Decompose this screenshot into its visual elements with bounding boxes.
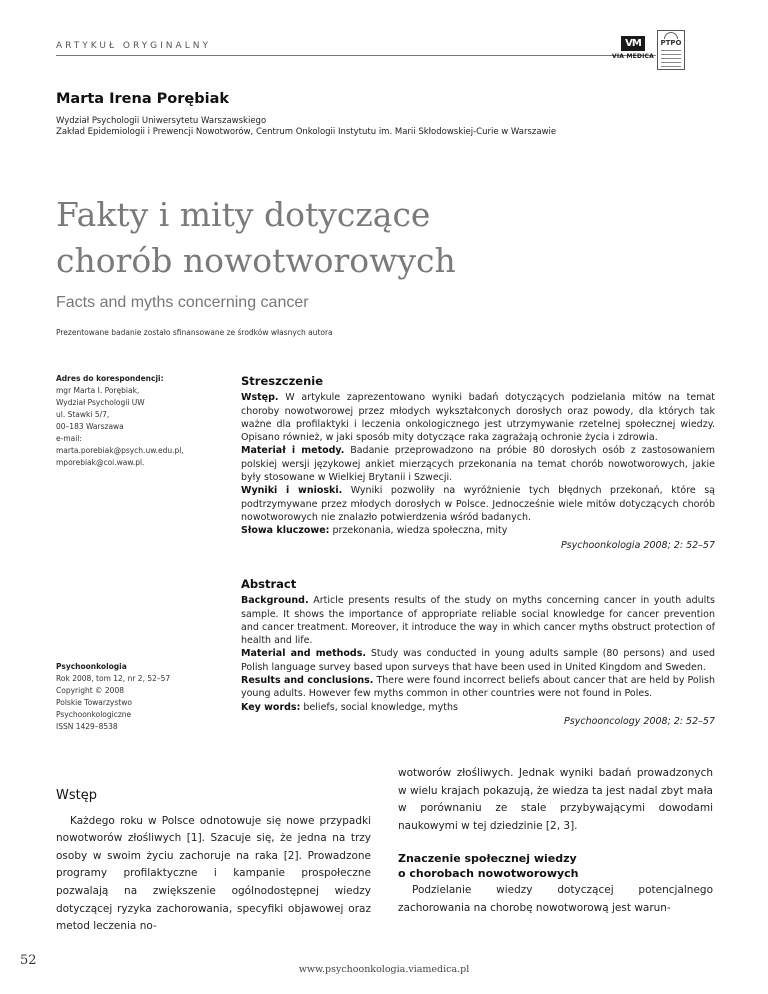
section-heading: Wstęp (56, 788, 97, 803)
abstract-label: Wstęp. (241, 392, 279, 404)
abstract-polish-heading: Streszczenie (241, 374, 324, 388)
body-paragraph: wotworów złośliwych. Jednak wyniki badań prowadzonych w wielu krajach pokazują, że wiedza ta jest nadal zbyt mała w porównaniu ze stale przybywającymi dowodami naukowymi w tej dziedzinie [2, 3]. (398, 767, 713, 832)
article-title-line-2: chorób nowotworowych (56, 241, 456, 280)
via-medica-logo-text: VIA MEDICA (612, 53, 654, 60)
correspondence-block (56, 373, 231, 469)
correspondence-line: Wydział Psychologii UW (56, 398, 145, 407)
journal-info-line: Psychoonkologiczne (56, 710, 132, 719)
email-link[interactable]: marta.porebiak@psych.uw.edu.pl, (56, 446, 184, 455)
body-paragraph: Każdego roku w Polsce odnotowuje się nowe przypadki nowotworów złośliwych [1]. Szacuje się, że jedna na trzy osoby w swoim życiu zachoruje na raka [2]. Prowadzone programy profilaktyczne i kampanie prospołeczne pozwalają na zwiększenie ogólnodostępnej wiedzy dotyczącej ryzyka zachorowania, specyfiki objawowej oraz metod leczenia no- (56, 814, 371, 933)
ptpo-logo (657, 30, 685, 70)
abstract-label: Material and methods. (241, 648, 366, 660)
correspondence-line: 00–183 Warszawa (56, 422, 124, 431)
article-title-line-1: Fakty i mity dotyczące (56, 195, 431, 234)
subsection-heading (398, 851, 713, 881)
page-number: 52 (20, 953, 37, 968)
article-title-english: Facts and myths concerning cancer (56, 294, 309, 311)
abstract-text: W artykule zaprezentowano wyniki badań dotyczących podzielania mitów na temat choroby nowotworowej przez młodych wykształconych dorosłych oraz powody, dla których tak ważne dla profilaktyki i leczenia onkologicznego jest utrzymywanie rzetelnej społecznej wiedzy. Opisano również, w jaki sposób mity dotyczące raka zagrażają ochronie życia i zdrowia. (241, 392, 715, 444)
journal-info-block (56, 661, 231, 733)
abstract-label: Wyniki i wnioski. (241, 485, 343, 497)
journal-info-line: Polskie Towarzystwo (56, 698, 132, 707)
abstract-polish-results (241, 484, 715, 524)
abstract-english-background (241, 594, 715, 647)
abstract-label: Słowa kluczowe: (241, 525, 330, 537)
section-label: ARTYKUŁ ORYGINALNY (56, 41, 211, 51)
journal-info-line: Copyright © 2008 (56, 686, 125, 695)
via-medica-logo (611, 36, 655, 64)
author-name: Marta Irena Porębiak (56, 91, 230, 107)
abstract-polish (241, 375, 715, 552)
affiliation-1: Wydział Psychologii Uniwersytetu Warszawskiego (56, 116, 267, 126)
journal-info-line: ISSN 1429–8538 (56, 722, 118, 731)
ptpo-logo-text: PTPO (660, 39, 682, 47)
abstract-english-results (241, 674, 715, 701)
abstract-label: Background. (241, 595, 309, 607)
via-medica-logo-mark: VM (621, 36, 645, 51)
article-title (56, 192, 456, 284)
affiliation-2: Zakład Epidemiologii i Prewencji Nowotworów, Centrum Onkologii Instytutu im. Marii Skłodowskiej-Curie w Warszawie (56, 127, 557, 137)
abstract-label: Results and conclusions. (241, 675, 374, 687)
abstract-polish-intro (241, 391, 715, 444)
subsection-heading-line-1: Znaczenie społecznej wiedzy (398, 852, 577, 866)
correspondence-line: ul. Stawki 5/7, (56, 410, 110, 419)
abstract-text: Study was conducted in young adults sample (80 persons) and used Polish language survey based upon surveys that have been used in United Kingdom and Sweden. (241, 648, 715, 673)
body-column-left (56, 787, 371, 936)
header-rule (56, 55, 656, 56)
abstract-label: Materiał i metody. (241, 445, 345, 457)
abstract-text: beliefs, social knowledge, myths (303, 701, 458, 713)
abstract-label: Key words: (241, 701, 301, 713)
email-link[interactable]: mporebiak@coi.waw.pl. (56, 458, 145, 467)
abstract-english (241, 578, 715, 728)
abstract-polish-citation: Psychoonkologia 2008; 2: 52–57 (560, 539, 715, 551)
ptpo-logo-arc (664, 32, 678, 39)
abstract-text: Wyniki pozwoliły na wyróżnienie tych błędnych przekonań, które są podtrzymywane przez młodych dorosłych w Polsce. Jednocześnie wiele mitów dotyczących chorób nowotworowych nie znalazło potwierdzenia wśród badanych. (241, 485, 715, 523)
abstract-text: Badanie przeprowadzono na próbie 80 dorosłych osób z zastosowaniem polskiej wersji językowej ankiet mierzących przekonania na temat chorób nowotworowych, jakie były stosowane w Wielkiej Brytanii i Szwecji. (241, 445, 715, 484)
abstract-polish-methods (241, 444, 715, 484)
correspondence-line: e-mail: (56, 434, 82, 443)
correspondence-line: mgr Marta I. Porębiak, (56, 386, 140, 395)
journal-title: Psychoonkologia (56, 662, 127, 671)
correspondence-title: Adres do korespondencji: (56, 374, 164, 383)
abstract-english-methods (241, 647, 715, 674)
body-paragraph: Podzielanie wiedzy dotyczącej potencjalnego zachorowania na chorobę nowotworową jest warun- (398, 884, 713, 914)
journal-info-line: Rok 2008, tom 12, nr 2, 52–57 (56, 674, 171, 683)
abstract-english-citation: Psychooncology 2008; 2: 52–57 (564, 715, 715, 727)
abstract-polish-keywords (241, 524, 715, 537)
abstract-english-heading: Abstract (241, 577, 297, 591)
funding-note: Prezentowane badanie zostało sfinansowane ze środków własnych autora (56, 328, 333, 337)
abstract-text: przekonania, wiedza społeczna, mity (332, 525, 508, 537)
subsection-heading-line-2: o chorobach nowotworowych (398, 867, 579, 881)
abstract-english-keywords (241, 701, 715, 714)
ptpo-logo-lines (661, 50, 681, 70)
body-column-right (398, 765, 713, 918)
footer-url[interactable]: www.psychoonkologia.viamedica.pl (298, 964, 470, 975)
abstract-text: There were found incorrect beliefs about cancer that are held by Polish young adults. However few myths common in other countries were not found in Poles. (241, 675, 715, 700)
abstract-text: Article presents results of the study on myths concerning cancer in youth adults sample. It shows the importance of appropriate reliable social knowledge for cancer prevention and cancer treatment. Moreover, it introduce the way in which cancer myths obstruct protection of health and life. (241, 595, 715, 647)
